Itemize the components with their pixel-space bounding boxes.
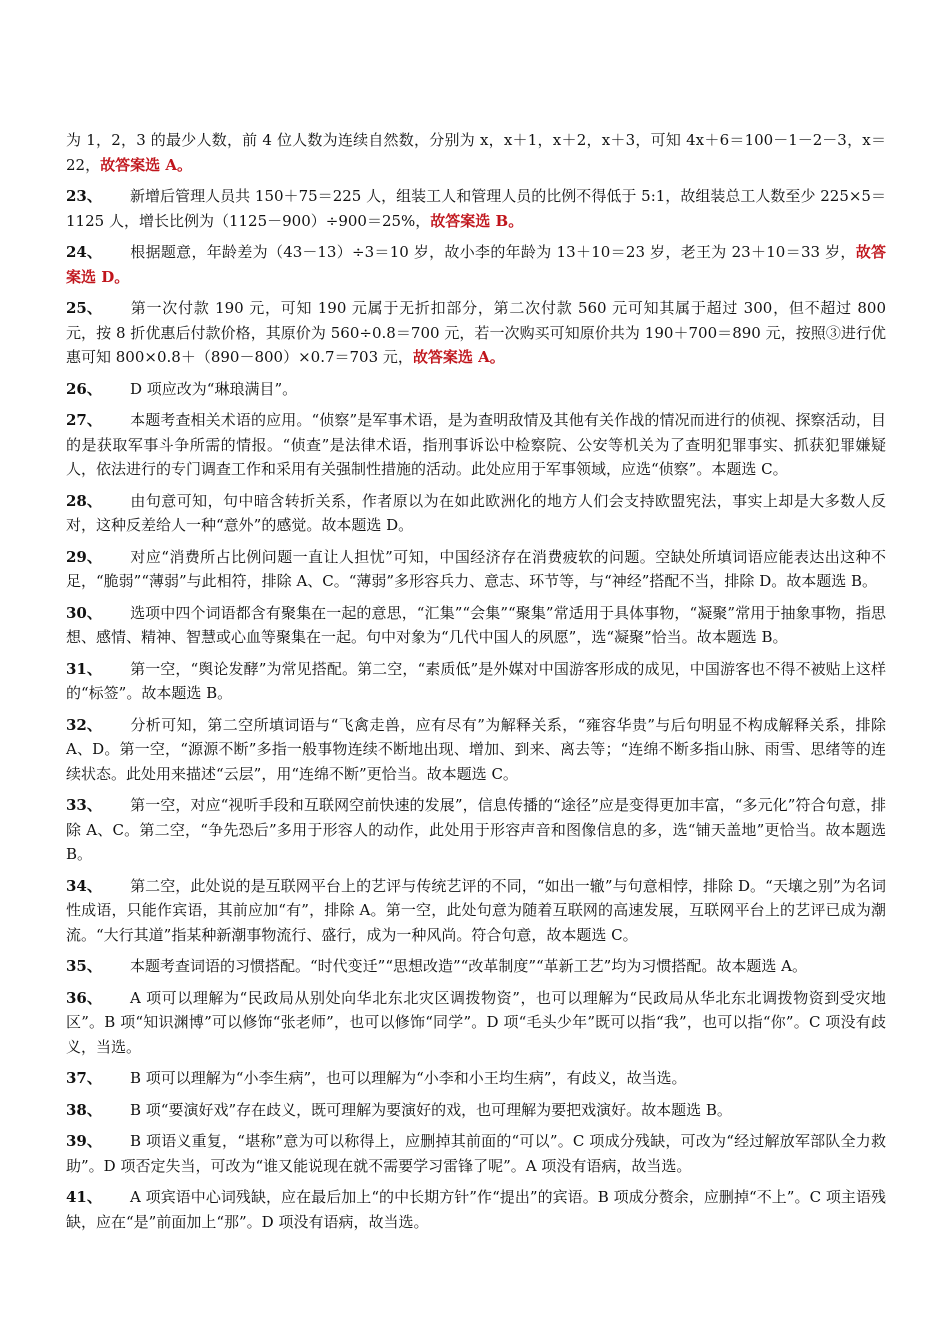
question-number: 37、 — [66, 1069, 102, 1087]
question-number: 36、 — [66, 988, 102, 1007]
entry-37: 37、 B 项可以理解为“小李生病”，也可以理解为“小李和小王均生病”，有歧义，故当选。 — [66, 1066, 886, 1091]
question-number: 23、 — [66, 187, 102, 205]
entry-29: 29、 对应“消费所占比例问题一直让人担忧”可知，中国经济存在消费疲软的问题。空缺处所填词语应能表达出这种不足，“脆弱”“薄弱”与此相符，排除 A、C。“薄弱”多形容兵力、意志、环节等，与“神经”搭配不当，排除 D。故本题选 B。 — [66, 545, 886, 594]
entry-34: 34、 第二空，此处说的是互联网平台上的艺评与传统艺评的不同，“如出一辙”与句意相悖，排除 D。“天壤之别”为名词性成语，只能作宾语，其前应加“有”，排除 A。第一空，此处句意为随着互联网的高速发展，互联网平台上的艺评已成为潮流。“大行其道”指某种新潮事物流行、盛行，成为一种风尚。符合句意，故本题选 C。 — [66, 874, 886, 948]
entry-39: 39、 B 项语义重复，“堪称”意为可以称得上，应删掉其前面的“可以”。C 项成分残缺，可改为“经过解放军部队全力救助”。D 项否定失当，可改为“谁又能说现在就不需要学习雷锋了呢”。A 项没有语病，故当选。 — [66, 1129, 886, 1178]
question-number: 26、 — [66, 379, 102, 398]
question-number: 28、 — [66, 491, 102, 510]
entry-26: 26、 D 项应改为“琳琅满目”。 — [66, 377, 886, 402]
entry-35: 35、 本题考查词语的习惯搭配。“时代变迁”“思想改造”“改革制度”“革新工艺”均为习惯搭配。故本题选 A。 — [66, 954, 886, 979]
question-number: 31、 — [66, 659, 102, 678]
question-number: 24、 — [66, 243, 102, 261]
answer-marker: 故答案选 B。 — [430, 211, 524, 230]
answer-marker: 故答案选 A。 — [100, 155, 192, 174]
answer-marker: 故答案选 D。 — [66, 243, 886, 286]
question-number: 33、 — [66, 796, 102, 814]
question-number: 29、 — [66, 547, 102, 566]
question-number: 30、 — [66, 603, 102, 622]
question-number: 25、 — [66, 299, 102, 317]
entry-30: 30、 选项中四个词语都含有聚集在一起的意思，“汇集”“会集”“聚集”常适用于具体事物，“凝聚”常用于抽象事物，指思想、感情、精神、智慧或心血等聚集在一起。句中对象为“几代中国人的夙愿”，选“凝聚”恰当。故本题选 B。 — [66, 601, 886, 650]
entry-28: 28、 由句意可知，句中暗含转折关系，作者原以为在如此欧洲化的地方人们会支持欧盟宪法，事实上却是大多数人反对，这种反差给人一种“意外”的感觉。故本题选 D。 — [66, 489, 886, 538]
question-number: 27、 — [66, 411, 102, 429]
entry-25: 25、 第一次付款 190 元，可知 190 元属于无折扣部分，第二次付款 560 元可知其属于超过 300，但不超过 800 元，按 8 折优惠后付款价格，其原价为 560÷0.8＝700 元，若一次购买可知原价共为 190＋700＝890 元，按照③进行优惠可知 800×0.8＋（890－800）×0.7＝703 元，故答案选 A。 — [66, 296, 886, 370]
question-number: 32、 — [66, 715, 102, 734]
entry-38: 38、 B 项“要演好戏”存在歧义，既可理解为要演好的戏，也可理解为要把戏演好。故本题选 B。 — [66, 1098, 886, 1123]
entry-continuation: 为 1，2，3 的最少人数，前 4 位人数为连续自然数，分别为 x，x＋1，x＋2，x＋3，可知 4x＋6＝100－1－2－3，x＝22，故答案选 A。 — [66, 131, 886, 174]
answer-explanations — [66, 128, 886, 1241]
question-number: 39、 — [66, 1132, 102, 1150]
entry-41: 41、 A 项宾语中心词残缺，应在最后加上“的中长期方针”作“提出”的宾语。B 项成分赘余，应删掉“不上”。C 项主语残缺，应在“是”前面加上“那”。D 项没有语病，故当选。 — [66, 1185, 886, 1234]
entry-31: 31、 第一空，“舆论发酵”为常见搭配。第二空，“素质低”是外媒对中国游客形成的成见，中国游客也不得不被贴上这样的“标签”。故本题选 B。 — [66, 657, 886, 706]
question-number: 41、 — [66, 1188, 102, 1206]
entry-27: 27、 本题考查相关术语的应用。“侦察”是军事术语，是为查明敌情及其他有关作战的情况而进行的侦视、探察活动，目的是获取军事斗争所需的情报。“侦查”是法律术语，指刑事诉讼中检察院、公安等机关为了查明犯罪事实、抓获犯罪嫌疑人，依法进行的专门调查工作和采用有关强制性措施的活动。此处应用于军事领域，应选“侦察”。本题选 C。 — [66, 408, 886, 482]
entry-33: 33、 第一空，对应“视听手段和互联网空前快速的发展”，信息传播的“途径”应是变得更加丰富，“多元化”符合句意，排除 A、C。第二空，“争先恐后”多用于形容人的动作，此处用于形容声音和图像信息的多，选“铺天盖地”更恰当。故本题选 B。 — [66, 793, 886, 867]
question-number: 35、 — [66, 957, 102, 975]
entry-24: 24、 根据题意，年龄差为（43－13）÷3＝10 岁，故小李的年龄为 13＋10＝23 岁，老王为 23＋10＝33 岁，故答案选 D。 — [66, 240, 886, 289]
question-number: 38、 — [66, 1100, 102, 1119]
entry-36: 36、 A 项可以理解为“民政局从别处向华北东北灾区调拨物资”，也可以理解为“民政局从华北东北调拨物资到受灾地区”。B 项“知识渊博”可以修饰“张老师”，也可以修饰“同学”。D 项“毛头少年”既可以指“我”，也可以指“你”。C 项没有歧义，当选。 — [66, 986, 886, 1060]
question-number: 34、 — [66, 876, 102, 895]
entry-32: 32、 分析可知，第二空所填词语与“飞禽走兽，应有尽有”为解释关系，“雍容华贵”与后句明显不构成解释关系，排除 A、D。第一空，“源源不断”多指一般事物连续不断地出现、增加、到来、离去等；“连绵不断多指山脉、雨雪、思绪等的连续状态。此处用来描述“云层”，用“连绵不断”更恰当。故本题选 C。 — [66, 713, 886, 787]
entry-23: 23、 新增后管理人员共 150＋75＝225 人，组装工人和管理人员的比例不得低于 5:1，故组装总工人数至少 225×5＝1125 人，增长比例为（1125－900）÷900＝25%，故答案选 B。 — [66, 184, 886, 233]
answer-marker: 故答案选 A。 — [412, 348, 505, 366]
